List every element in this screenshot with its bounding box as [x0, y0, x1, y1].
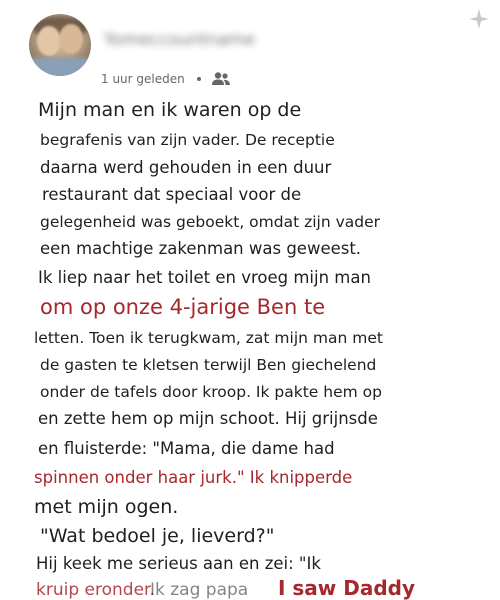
people-icon[interactable] — [211, 71, 231, 87]
post-body — [0, 96, 500, 600]
story-line: Ik liep naar het toilet en vroeg mijn man — [38, 268, 371, 287]
post-timestamp[interactable]: 1 uur geleden — [101, 72, 185, 86]
author-name[interactable]: Yomeccountname — [104, 30, 256, 50]
post-header — [0, 0, 500, 96]
story-line: daarna werd gehouden in een duur — [40, 158, 332, 177]
story-line: Hij keek me serieus aan en zei: "Ik — [36, 554, 321, 573]
story-line: restaurant dat speciaal voor de — [42, 185, 302, 204]
story-line-highlight: om op onze 4-jarige Ben te — [40, 295, 326, 319]
star-sparkle-icon — [468, 8, 490, 30]
story-line: "Wat bedoel je, lieverd?" — [40, 525, 275, 547]
story-overlap-text: Ik zag papa — [150, 580, 249, 600]
story-line: gelegenheid was geboekt, omdat zijn vader — [40, 213, 381, 231]
story-overlap-text: I saw Daddy — [278, 576, 416, 600]
story-line: en zette hem op mijn schoot. Hij grijnsde — [38, 409, 378, 428]
story-line: en fluisterde: "Mama, die dame had — [38, 439, 335, 458]
story-line: met mijn ogen. — [34, 496, 179, 518]
post-meta — [101, 71, 231, 87]
story-line: onder de tafels door kroop. Ik pakte hem op — [40, 383, 382, 401]
story-overlap-text: kruip eronder. — [36, 580, 155, 600]
separator-dot — [197, 77, 201, 81]
avatar[interactable] — [29, 14, 91, 76]
story-line-highlight: spinnen onder haar jurk." Ik knipperde — [34, 468, 353, 487]
story-line: letten. Toen ik terugkwam, zat mijn man met — [34, 329, 383, 347]
story-line: een machtige zakenman was geweest. — [40, 239, 362, 258]
story-line: de gasten te kletsen terwijl Ben giechelend — [40, 356, 377, 374]
story-line: Mijn man en ik waren op de — [38, 99, 302, 121]
story-line: begrafenis van zijn vader. De receptie — [40, 131, 335, 149]
